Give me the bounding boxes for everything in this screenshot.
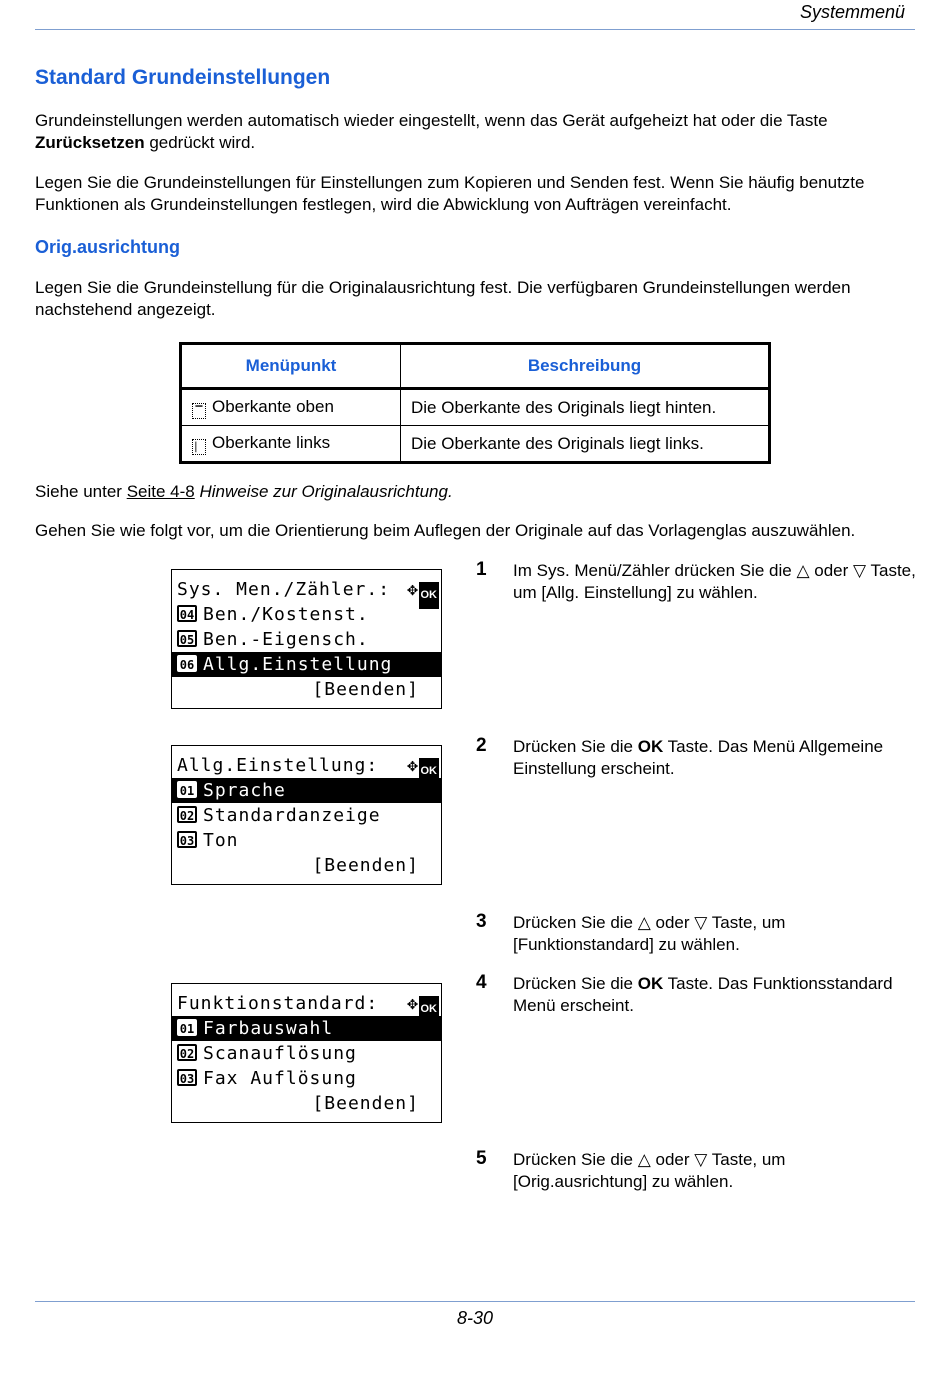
subsection-description: Legen Sie die Grundeinstellung für die Originalausrichtung fest. Die verfügbaren Grundeinstellungen werden nachstehend angezeigt. (35, 278, 851, 319)
screen-title: Funktionstandard: (177, 993, 379, 1014)
menu-line: 05 Ben.-Eigensch. (172, 627, 441, 652)
see-also: Siehe unter Seite 4-8 Hinweise zur Originalausrichtung. (35, 482, 453, 501)
step-text: Im Sys. Menü/Zähler drücken Sie die △ oder ▽ Taste, um [Allg. Einstellung] zu wählen. (513, 561, 916, 602)
settings-table (179, 342, 771, 464)
instruction: Gehen Sie wie folgt vor, um die Orientierung beim Auflegen der Originale auf das Vorlagenglas auszuwählen. (35, 521, 856, 540)
ok-icon: OK (419, 758, 440, 785)
lcd-screen-system-menu (171, 569, 442, 709)
table-header-row (181, 344, 770, 389)
table-row (181, 389, 770, 426)
navigation-cross-icon: ✥ (407, 579, 419, 600)
menu-line: 03 Fax Auflösung (172, 1066, 441, 1091)
page-number: 8-30 (456, 1308, 494, 1328)
ok-icon: OK (419, 582, 440, 609)
menu-line-selected: 01 Sprache (172, 778, 441, 803)
step-text: Drücken Sie die △ oder ▽ Taste, um [Orig.ausrichtung] zu wählen. (513, 1150, 786, 1191)
table-cell-item: Oberkante links (212, 432, 331, 452)
running-header: Systemmenü (799, 2, 905, 22)
menu-line: 02 Standardanzeige (172, 803, 441, 828)
screen-title: Sys. Men./Zähler.: (177, 579, 391, 600)
footer-rule (35, 1301, 915, 1302)
screen-footer: [Beenden] (312, 679, 419, 700)
step-number: 2 (476, 735, 487, 756)
table-cell-desc: Die Oberkante des Originals liegt links. (401, 426, 770, 463)
step-text: Drücken Sie die △ oder ▽ Taste, um [Funktionstandard] zu wählen. (513, 913, 786, 954)
subsection-title: Orig.ausrichtung (35, 237, 181, 257)
orientation-top-icon: ▔ (192, 403, 206, 419)
table-cell-item: Oberkante oben (212, 396, 334, 416)
screen-footer: [Beenden] (312, 855, 419, 876)
step-number: 3 (476, 911, 487, 932)
navigation-cross-icon: ✥ (407, 993, 419, 1014)
orientation-left-icon: ▏ (192, 439, 206, 455)
table-cell-desc: Die Oberkante des Originals liegt hinten. (401, 389, 770, 426)
intro-paragraph-2: Legen Sie die Grundeinstellungen für Einstellungen zum Kopieren und Senden fest. Wenn Sie häufig benutzte Funktionen als Grundeinstellungen festlegen, wird die Abwicklung von Aufträgen vereinfacht. (35, 173, 865, 214)
menu-line: 03 Ton (172, 828, 441, 853)
menu-line: 04 Ben./Kostenst. (172, 602, 441, 627)
step-number: 4 (476, 972, 487, 993)
lcd-screen-general-settings (171, 745, 442, 885)
step-number: 1 (476, 559, 487, 580)
ok-icon: OK (419, 996, 440, 1023)
header-rule (35, 29, 915, 30)
menu-line-selected: 01 Farbauswahl (172, 1016, 441, 1041)
table-header: Beschreibung (401, 344, 770, 389)
table-row (181, 426, 770, 463)
page-title: Standard Grundeinstellungen (35, 66, 331, 89)
table-header: Menüpunkt (181, 344, 401, 389)
step-number: 5 (476, 1148, 487, 1169)
screen-title: Allg.Einstellung: (177, 755, 379, 776)
lcd-screen-function-default (171, 983, 442, 1123)
menu-line: 02 Scanauflösung (172, 1041, 441, 1066)
navigation-cross-icon: ✥ (407, 755, 419, 776)
intro-paragraph-1: Grundeinstellungen werden automatisch wieder eingestellt, wenn das Gerät aufgeheizt hat oder die Taste Zurücksetzen gedrückt wird. (35, 111, 828, 152)
screen-footer: [Beenden] (312, 1093, 419, 1114)
page-link[interactable]: Seite 4-8 (126, 482, 195, 501)
step-text: Drücken Sie die OK Taste. Das Funktionsstandard Menü erscheint. (513, 974, 893, 1015)
menu-line-selected: 06 Allg.Einstellung (172, 652, 441, 677)
step-text: Drücken Sie die OK Taste. Das Menü Allgemeine Einstellung erscheint. (513, 737, 884, 778)
